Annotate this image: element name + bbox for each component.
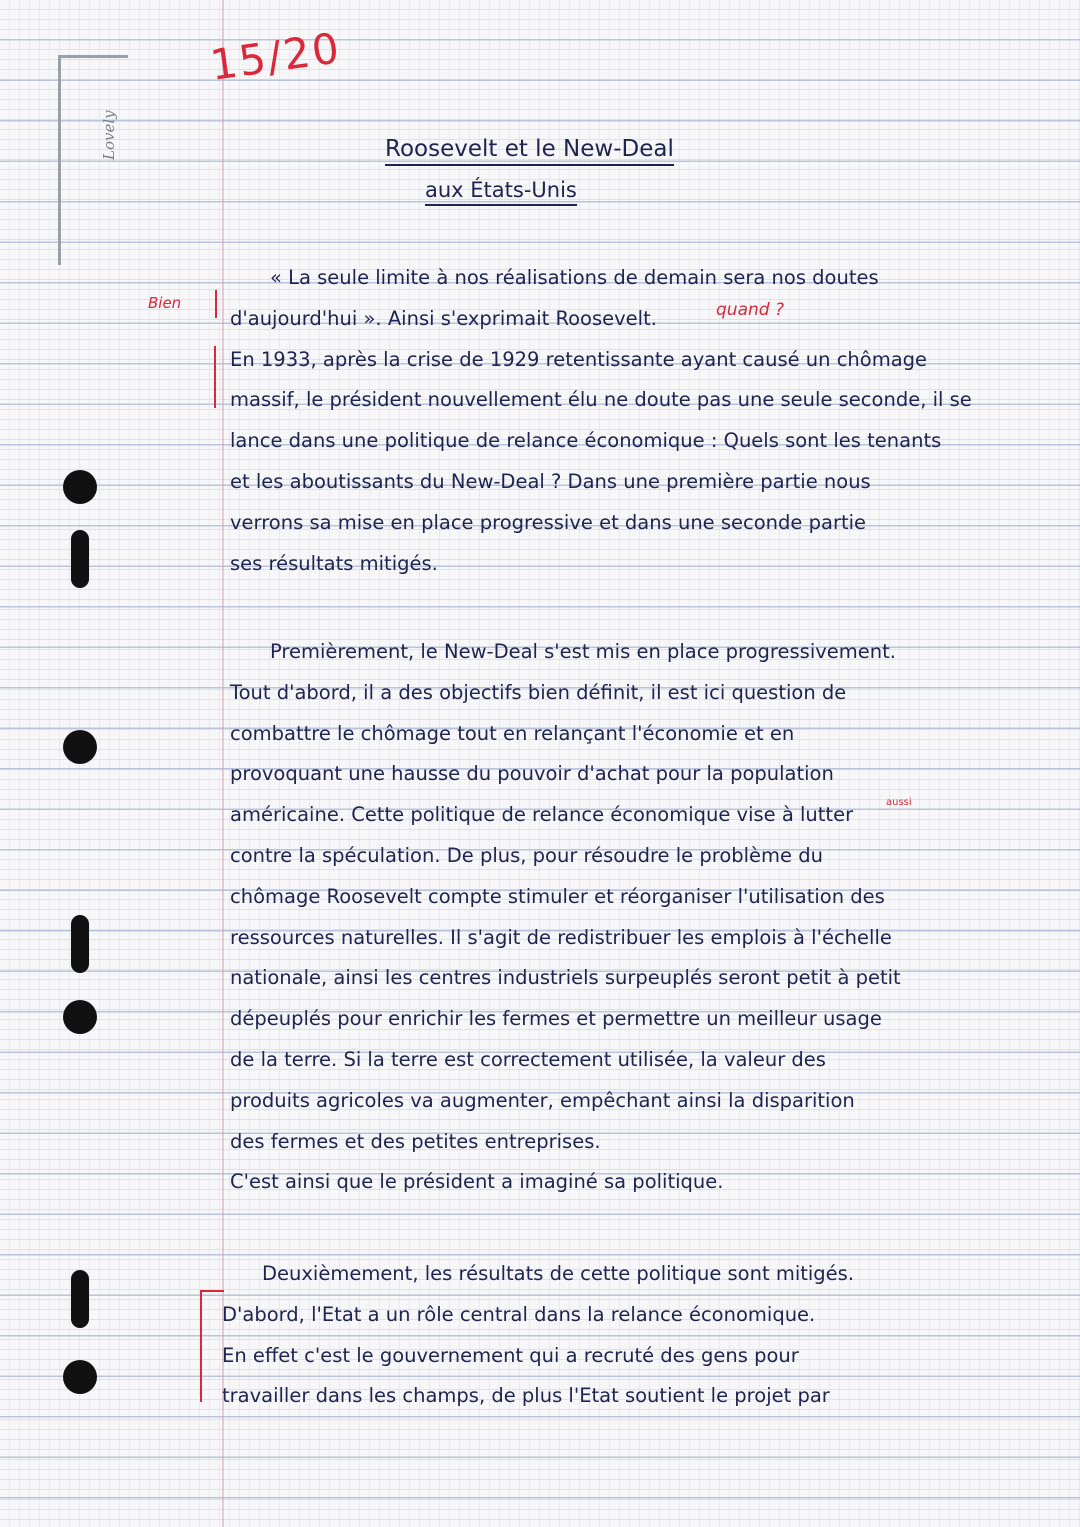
binder-hole — [63, 1000, 97, 1034]
text-line: américaine. Cette politique de relance économique vise à lutter — [230, 803, 854, 827]
text-line: En effet c'est le gouvernement qui a recruté des gens pour — [222, 1343, 799, 1367]
binder-hole — [71, 530, 89, 588]
notebook-corner-horizontal — [58, 55, 128, 58]
binder-hole — [63, 730, 97, 764]
essay-title: Roosevelt et le New-Deal — [385, 136, 674, 166]
teacher-comment-bien: Bien — [148, 294, 182, 312]
text-line: En 1933, après la crise de 1929 retentissante ayant causé un chômage — [230, 347, 928, 371]
notebook-corner-vertical — [58, 55, 61, 265]
text-line: D'abord, l'Etat a un rôle central dans la relance économique. — [222, 1302, 816, 1326]
part-one-paragraph — [230, 632, 1030, 1203]
text-line: Deuxièmement, les résultats de cette politique sont mitigés. — [262, 1262, 855, 1285]
text-line: de la terre. Si la terre est correctement utilisée, la valeur des — [230, 1047, 826, 1071]
text-line: « La seule limite à nos réalisations de demain sera nos doutes — [270, 266, 879, 289]
text-line: produits agricoles va augmenter, empêchant ainsi la disparition — [230, 1088, 855, 1112]
essay-subtitle: aux États-Unis — [425, 178, 577, 206]
binder-hole — [63, 1360, 97, 1394]
text-line: C'est ainsi que le président a imaginé sa politique. — [230, 1170, 724, 1194]
teacher-margin-bar — [214, 346, 216, 408]
text-line: des fermes et des petites entreprises. — [230, 1129, 601, 1153]
text-line: massif, le président nouvellement élu ne doute pas une seule seconde, il se — [230, 388, 972, 412]
text-line: contre la spéculation. De plus, pour résoudre le problème du — [230, 843, 823, 867]
paper-brand: Lovely — [100, 110, 118, 160]
text-line: et les aboutissants du New-Deal ? Dans une première partie nous — [230, 469, 871, 493]
text-line: d'aujourd'hui ». Ainsi s'exprimait Roosevelt. — [230, 306, 657, 330]
teacher-margin-mark — [215, 290, 217, 318]
binder-hole — [71, 1270, 89, 1328]
binder-hole — [71, 915, 89, 973]
teacher-comment-aussi: aussi — [886, 797, 912, 808]
text-line: Tout d'abord, il a des objectifs bien définit, il est ici question de — [230, 680, 847, 704]
teacher-margin-bracket — [200, 1290, 224, 1402]
text-line: ressources naturelles. Il s'agit de redistribuer les emplois à l'échelle — [230, 925, 892, 949]
text-line: provoquant une hausse du pouvoir d'achat pour la population — [230, 762, 834, 786]
text-line: chômage Roosevelt compte stimuler et réorganiser l'utilisation des — [230, 884, 885, 908]
text-line: travailler dans les champs, de plus l'Etat soutient le projet par — [222, 1384, 830, 1408]
text-line: verrons sa mise en place progressive et dans une seconde partie — [230, 510, 867, 534]
text-line: combattre le chômage tout en relançant l'économie et en — [230, 721, 795, 745]
text-line: nationale, ainsi les centres industriels surpeuplés seront petit à petit — [230, 966, 901, 990]
text-line: dépeuplés pour enrichir les fermes et permettre un meilleur usage — [230, 1007, 882, 1031]
text-line: lance dans une politique de relance économique : Quels sont les tenants — [230, 429, 942, 453]
binder-hole — [63, 470, 97, 504]
text-line: ses résultats mitigés. — [230, 551, 438, 575]
introduction-paragraph — [230, 258, 1030, 584]
part-two-paragraph — [222, 1254, 1022, 1417]
teacher-comment-quand: quand ? — [716, 300, 784, 320]
text-line: Premièrement, le New-Deal s'est mis en place progressivement. — [270, 640, 896, 663]
grade: 15/20 — [207, 23, 344, 90]
